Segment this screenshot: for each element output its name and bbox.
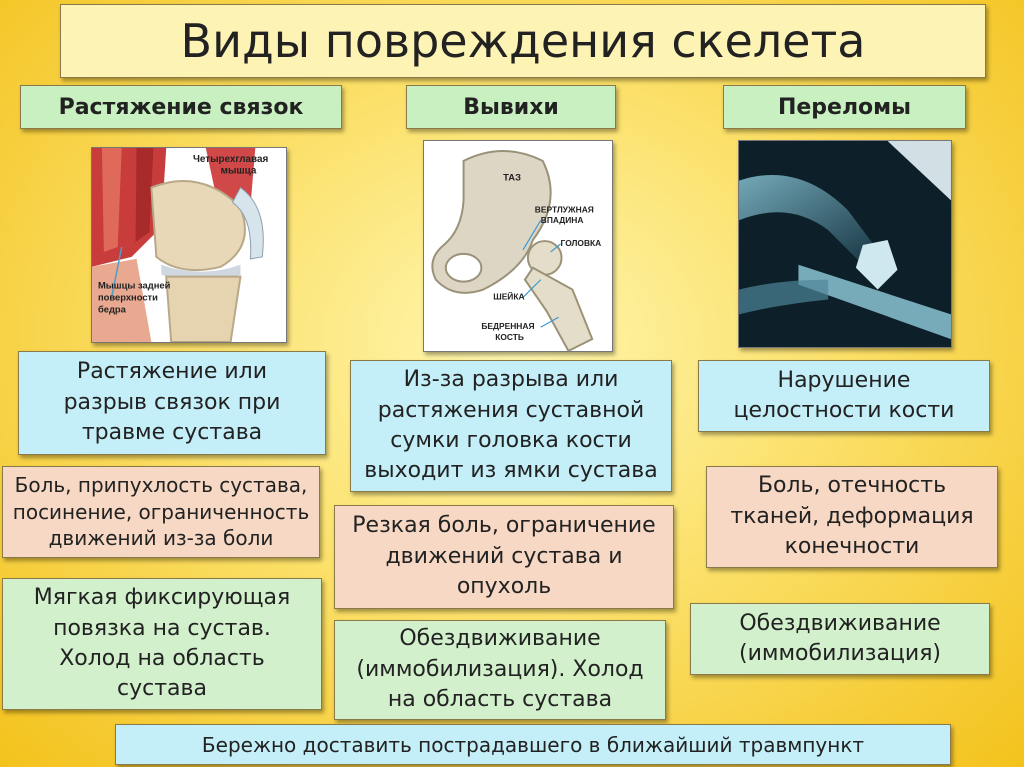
label-femur: БЕДРЕННАЯ [481,321,535,332]
dislocation-definition [350,360,672,492]
fracture-treatment-line: Обездвиживание [739,610,941,636]
label-hamstrings-2: поверхности [97,291,158,303]
sprain-treatment-line: Холод на область [59,646,265,671]
sprain-symptoms-line: Боль, припухлость сустава, [14,473,308,498]
label-neck: ШЕЙКА [493,291,525,302]
sprain-definition-line: разрыв связок при [63,389,281,415]
sprain-treatment-line: повязка на сустав. [53,615,271,641]
fracture-symptoms-line: Боль, отечность [757,473,947,499]
dislocation-symptoms-line: опухоль [456,574,552,600]
label-quadriceps: Четырехглавая [192,153,269,165]
fracture-definition-line: целостности кости [733,398,955,423]
knee-ligament-image [91,147,287,343]
dislocation-symptoms [334,505,674,609]
label-head: ГОЛОВКА [560,238,602,248]
sprain-treatment-line: сустава [117,676,207,702]
sprain-symptoms-line: движений из-за боли [48,526,274,551]
dislocation-definition-line: растяжения суставной [377,397,645,423]
heading-sprain: Растяжение связок [20,85,342,129]
label-hamstrings-3: бедра [97,303,126,315]
dislocation-symptoms-line: движений сустава и [385,543,623,569]
label-acetabulum: ВЕРТЛУЖНАЯ [534,204,594,215]
sprain-definition-line: травме сустава [81,420,263,446]
label-quadriceps-2: мышца [220,165,257,177]
page-title: Виды повреждения скелета [60,4,986,78]
dislocation-treatment-line: Обездвиживание [399,626,601,652]
heading-fracture: Переломы [723,85,966,129]
fracture-symptoms-line: тканей, деформация [730,503,974,529]
label-femur-2: КОСТЬ [495,332,524,342]
dislocation-treatment [334,620,666,720]
fracture-symptoms [706,466,998,568]
dislocation-definition-line: выходит из ямки сустава [364,458,658,484]
dislocation-symptoms-line: Резкая боль, ограничение [352,513,656,539]
label-hamstrings: Мышцы задней [97,279,171,291]
sprain-definition [18,351,326,455]
sprain-treatment-line: Мягкая фиксирующая [33,585,291,611]
fracture-definition [698,360,990,432]
label-acetabulum-2: ВПАДИНА [540,215,584,226]
footer-instruction: Бережно доставить пострадавшего в ближайший травмпункт [115,724,951,765]
dislocation-definition-line: сумки головка кости [390,428,632,453]
fracture-definition-line: Нарушение [777,367,911,393]
fracture-treatment-line: (иммобилизация) [738,641,942,666]
sprain-definition-line: Растяжение или [76,359,268,385]
fracture-symptoms-line: конечности [784,534,920,560]
sprain-symptoms [2,466,320,558]
dislocation-treatment-line: на область сустава [387,687,613,713]
hip-dislocation-image [423,140,613,352]
label-pelvis: ТАЗ [503,171,521,183]
fracture-xray-image [738,140,952,348]
sprain-treatment [2,578,322,710]
dislocation-definition-line: Из-за разрыва или [403,367,619,393]
heading-dislocation: Вывихи [406,85,616,129]
sprain-symptoms-line: посинение, ограниченность [12,499,310,524]
dislocation-treatment-line: (иммобилизация). Холод [356,656,644,682]
fracture-treatment [690,603,990,675]
